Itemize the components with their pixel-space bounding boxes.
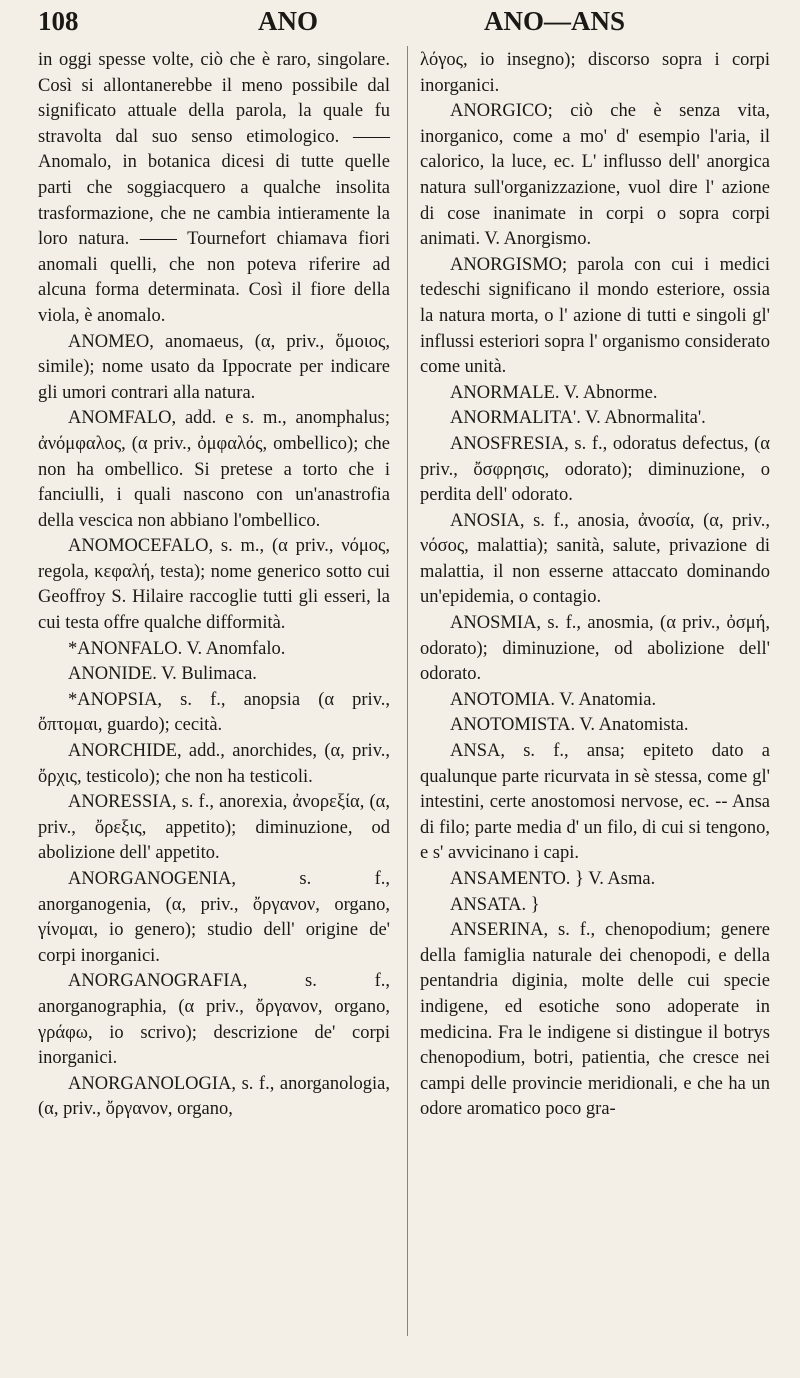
entry-anorgismo: ANORGISMO; parola con cui i medici tedeschi significano il mondo esteriore, ossia la natura morta, o l' azione di tutti e singoli gl' influssi esteriori sopra l' organismo considerato come unità.	[420, 254, 770, 378]
entry-anosmia: ANOSMIA, s. f., anosmia, (α priv., ὀσμή, odorato); diminuzione, od abolizione dell' odorato.	[420, 613, 770, 685]
entry-anotomista: ANOTOMISTA. V. Anatomista.	[450, 715, 689, 736]
entry-anotomia: ANOTOMIA. V. Anatomia.	[450, 689, 657, 710]
right-column	[420, 48, 770, 1123]
entry-continuation: in oggi spesse volte, ciò che è raro, singolare. Così si allontanerebbe il meno possibile dal significato attuale della parola, la quale fu stravolta dal suo senso etimologico. —— Anomalo, in botanica dicesi di tutte quelle parti che soggiacquero a qualche insolita trasformazione, che ne cambia intieramente la loro natura. —— Tournefort chiamava fiori anomali quelli, che non poteva riferire ad alcuna forma determinata. Così il fiore della viola, è anomalo.	[38, 50, 390, 326]
entry-anormalita: ANORMALITA'. V. Abnormalita'.	[450, 408, 706, 429]
entry-continuation: λόγος, io insegno); discorso sopra i corpi inorganici.	[420, 50, 770, 96]
entry-anosia: ANOSIA, s. f., anosia, ἀνοσία, (α, priv., νόσος, malattia); sanità, salute, privazione di malattia, il non esserne attaccato dominando un'epidemia, o contagio.	[420, 510, 770, 608]
entry-ansa: ANSA, s. f., ansa; epiteto dato a qualunque parte ricurvata in sè stessa, come gl' intestini, certe anostomosi nervose, ec. -- Ansa di filo; parte media d' un filo, di cui si tengono, e s' avvicinano i capi.	[420, 741, 770, 864]
entry-anosfresia: ANOSFRESIA, s. f., odoratus defectus, (α priv., ὄσφρησις, odorato); diminuzione, o perdita dell' odorato.	[420, 433, 770, 506]
entry-ansata: ANSATA. }	[450, 894, 540, 915]
entry-ansamento: ANSAMENTO. } V. Asma.	[450, 869, 656, 889]
page-number: 108	[38, 6, 79, 36]
entry-anserina: ANSERINA, s. f., chenopodium; genere della famiglia naturale dei chenopodi, e della pentandria diginia, molte delle cui specie indigene, ed esotiche sono adoperate in medicina. Fra le indigene si distingue il botrys chenopodium, botri, patientia, che cresce nei campi delle provincie meridionali, e che ha un odore aromatico poco gra-	[420, 920, 770, 1120]
entry-anorganografia: ANORGANOGRAFIA, s. f., anorganographia, (α priv., ὄργανον, organo, γράφω, io scrivo); descrizione de' corpi inorganici.	[38, 971, 390, 1069]
entry-anorgico: ANORGICO; ciò che è senza vita, inorganico, come a mo' d' esempio l'aria, il calorico, la luce, ec. L' influsso dell' anorgica natura sull'organizzazione, vuol dire l' azione di cose inanimate in corpi o sopra corpi animati. V. Anorgismo.	[420, 101, 770, 250]
entry-anomocefalo: ANOMOCEFALO, s. m., (α priv., νόμος, regola, κεφαλή, testa); nome generico sotto cui Geoffroy S. Hilaire raccoglie tutti gli esseri, la cui testa offre qualche difformità.	[38, 536, 390, 634]
entry-anorganogenia: ANORGANOGENIA, s. f., anorganogenia, (α, priv., ὄργανον, organo, γίνομαι, io genero); studio dell' origine de' corpi inorganici.	[38, 869, 390, 966]
entry-anomeo: ANOMEO, anomaeus, (α, priv., ὅμοιος, simile); nome usato da Ippocrate per indicare gli umori contrari alla natura.	[38, 331, 390, 403]
entry-anorchide: ANORCHIDE, add., anorchides, (α, priv., ὄρχις, testicolo); che non ha testicoli.	[38, 741, 390, 787]
entry-anomfalo: ANOMFALO, add. e s. m., anomphalus; ἀνόμφαλος, (α priv., ὀμφαλός, ombellico); che non ha ombellico. Si pretese a torto che i fanciulli, i quali nascono con un'anastrofia della vescica non abbiano l'ombellico.	[38, 408, 390, 531]
entry-anormale: ANORMALE. V. Abnorme.	[450, 382, 658, 403]
left-column	[38, 48, 390, 1123]
entry-anopsia: *ANOPSIA, s. f., anopsia (α priv., ὄπτομαι, guardo); cecità.	[38, 689, 390, 736]
column-divider	[407, 46, 408, 1336]
right-running-head: ANO—ANS	[484, 6, 626, 36]
entry-anoressia: ANORESSIA, s. f., anorexia, ἀνορεξία, (α, priv., ὄρεξις, appetito); diminuzione, od abolizione dell' appetito.	[38, 792, 390, 864]
page-header	[38, 2, 776, 46]
left-running-head: ANO	[258, 6, 318, 36]
entry-anonide: ANONIDE. V. Bulimaca.	[68, 664, 257, 685]
entry-anorganologia: ANORGANOLOGIA, s. f., anorganologia, (α, priv., ὄργανον, organo,	[38, 1073, 390, 1120]
entry-anonfalo: *ANONFALO. V. Anomfalo.	[68, 638, 286, 659]
